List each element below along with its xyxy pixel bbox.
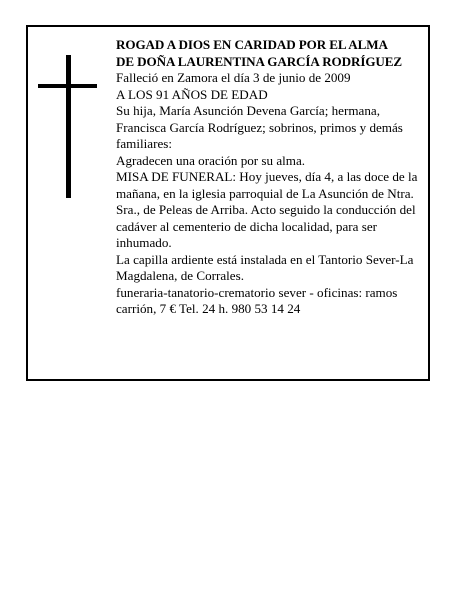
cross-vertical-bar [66, 55, 71, 198]
age-line: A LOS 91 AÑOS DE EDAD [116, 86, 268, 102]
funeral-home-paragraph: funeraria-tanatorio-crematorio sever - oficinas: ramos carrión, 7 € Tel. 24 h. 980 53 14 24 [116, 284, 398, 316]
obituary-notice [26, 25, 430, 381]
family-paragraph: Su hija, María Asunción Devena García; hermana, Francisca García Rodríguez; sobrinos, primos y demás familiares: [116, 103, 403, 151]
heading-line-1: ROGAD A DIOS EN CARIDAD POR EL ALMA [116, 37, 388, 52]
notice-text [116, 37, 422, 318]
funeral-paragraph: MISA DE FUNERAL: Hoy jueves, día 4, a las doce de la mañana, en la iglesia parroquial de La Asunción de Ntra. Sra., de Peleas de Arriba. Acto seguido la conducción del cadáver al cementerio de dicha localidad, para ser inhumado. [116, 169, 418, 250]
notice-heading [116, 37, 422, 70]
death-info: Falleció en Zamora el día 3 de junio de 2009 [116, 70, 351, 85]
chapel-paragraph: La capilla ardiente está instalada en el Tantorio Sever-La Magdalena, de Corrales. [116, 251, 414, 283]
cross-horizontal-bar [38, 84, 97, 88]
thanks-line: Agradecen una oración por su alma. [116, 152, 306, 168]
heading-line-2: DE DOÑA LAURENTINA GARCÍA RODRÍGUEZ [116, 53, 403, 69]
